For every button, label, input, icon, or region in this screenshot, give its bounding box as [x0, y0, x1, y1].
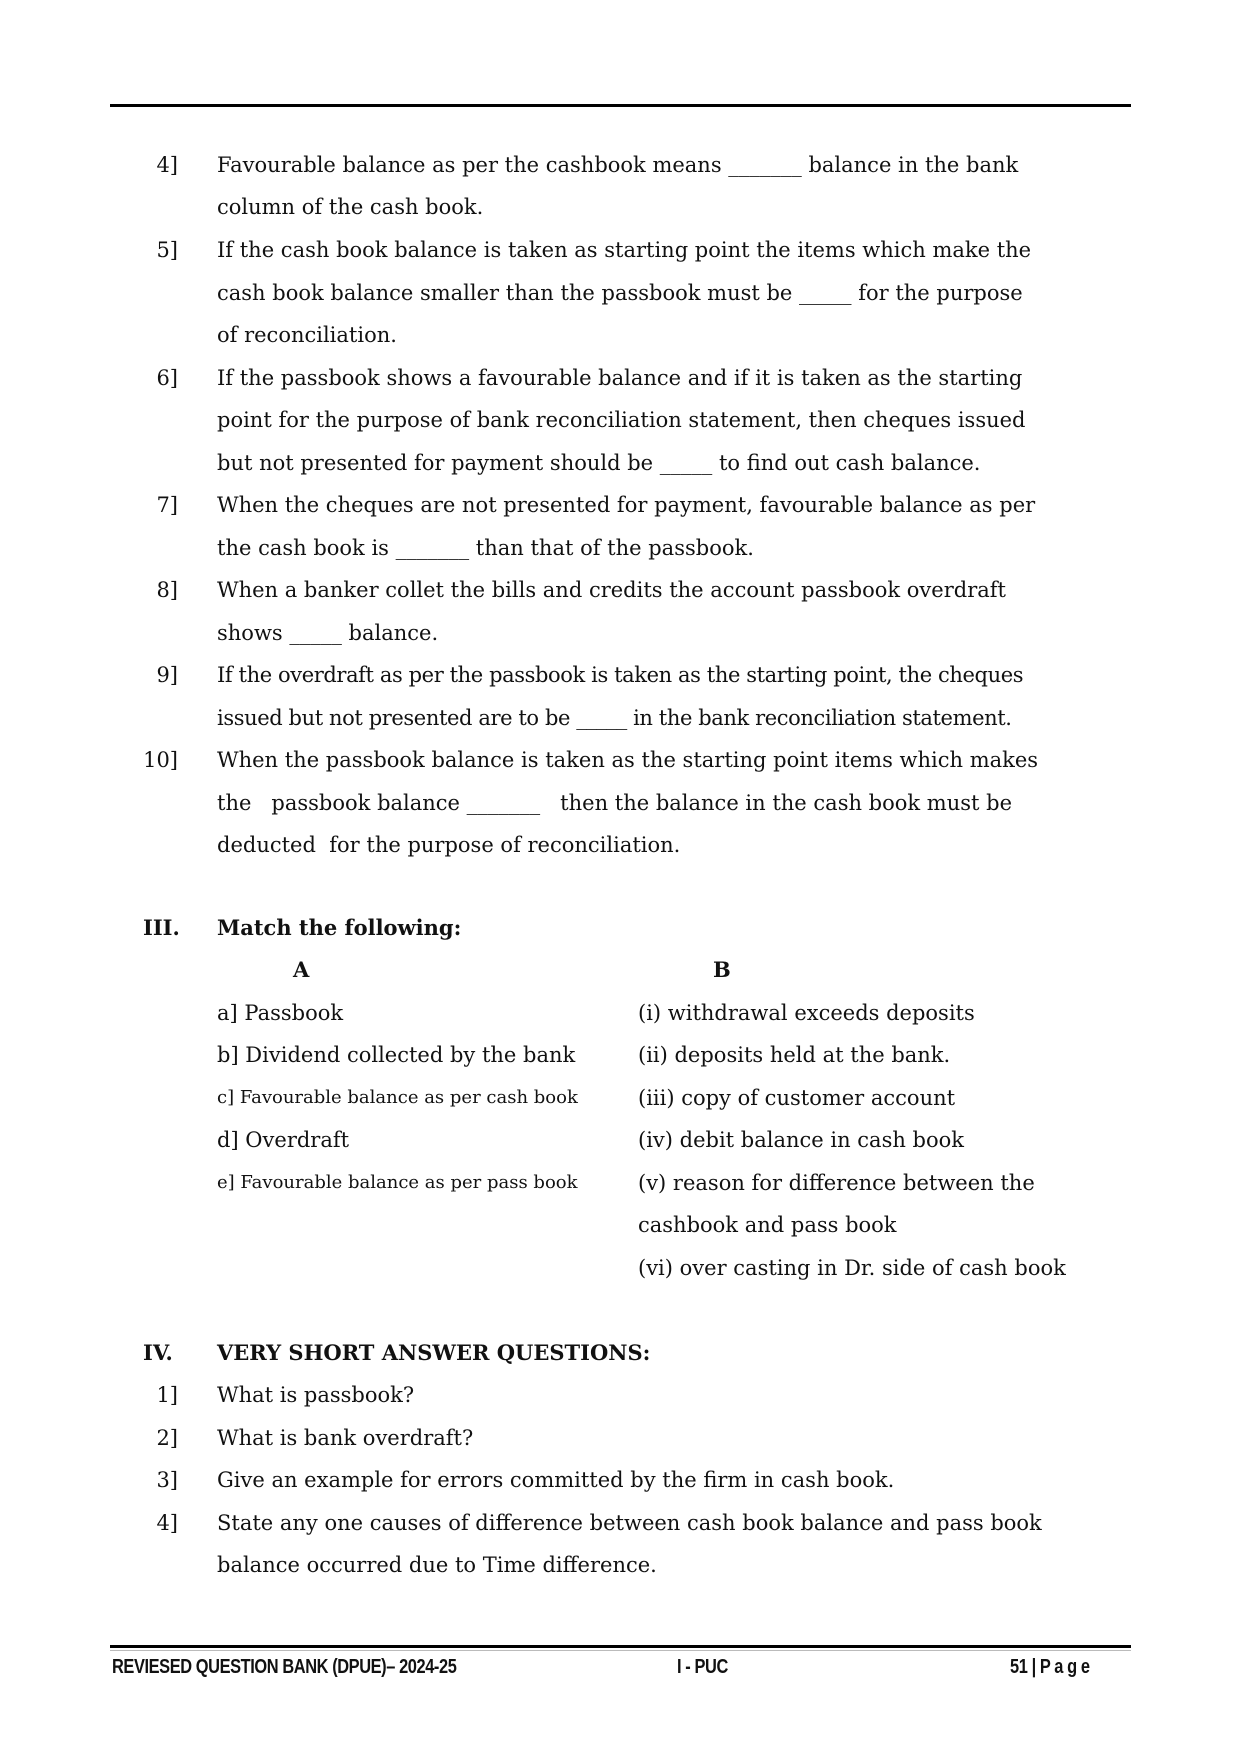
question-text: If the passbook shows a favourable balance and if it is taken as the starting [217, 366, 1023, 390]
section-number: IV. [143, 1340, 173, 1365]
question-number: 3] [156, 1468, 178, 1492]
question-text: column of the cash book. [217, 195, 484, 219]
question-number: 2] [156, 1426, 178, 1450]
column-a-header: A [293, 957, 310, 982]
question-text: State any one causes of difference between cash book balance and pass book [217, 1511, 1042, 1535]
footer-page-number: 51 | P a g e [1010, 1656, 1090, 1678]
section-title: VERY SHORT ANSWER QUESTIONS: [217, 1340, 651, 1365]
match-b-item: (i) withdrawal exceeds deposits [638, 1001, 975, 1025]
match-b-item: (vi) over casting in Dr. side of cash book [638, 1256, 1066, 1280]
header-rule [110, 104, 1131, 107]
question-text: When a banker collet the bills and credits the account passbook overdraft [217, 578, 1006, 602]
match-a-item: a] Passbook [217, 1001, 344, 1025]
question-text: the passbook balance _______ then the balance in the cash book must be [217, 791, 1012, 815]
footer-title: REVIESED QUESTION BANK (DPUE)– 2024-25 [112, 1656, 457, 1678]
question-text: Favourable balance as per the cashbook means _______ balance in the bank [217, 153, 1019, 177]
question-number: 9] [156, 663, 178, 687]
match-a-item: c] Favourable balance as per cash book [217, 1087, 578, 1108]
question-text: shows _____ balance. [217, 621, 439, 645]
question-text: When the cheques are not presented for payment, favourable balance as per [217, 493, 1036, 517]
question-text: What is bank overdraft? [217, 1426, 474, 1450]
question-text: of reconciliation. [217, 323, 397, 347]
question-text: What is passbook? [217, 1383, 415, 1407]
section-title: Match the following: [217, 915, 462, 940]
question-number: 7] [156, 493, 178, 517]
question-text: When the passbook balance is taken as the starting point items which makes [217, 748, 1039, 772]
question-text: issued but not presented are to be _____ in the bank reconciliation statement. [217, 706, 1012, 730]
match-b-item: (iv) debit balance in cash book [638, 1128, 965, 1152]
question-text: but not presented for payment should be _____ to find out cash balance. [217, 451, 981, 475]
question-text: If the cash book balance is taken as starting point the items which make the [217, 238, 1032, 262]
footer-rule-thin [110, 1650, 1131, 1651]
section-number: III. [143, 915, 180, 940]
question-text: the cash book is _______ than that of the passbook. [217, 536, 754, 560]
match-b-item: (v) reason for difference between the [638, 1171, 1035, 1195]
match-a-item: e] Favourable balance as per pass book [217, 1172, 578, 1193]
question-number: 10] [143, 748, 178, 772]
match-b-item: (ii) deposits held at the bank. [638, 1043, 951, 1067]
question-text: Give an example for errors committed by the firm in cash book. [217, 1468, 895, 1492]
question-number: 4] [156, 1511, 178, 1535]
question-number: 4] [156, 153, 178, 177]
footer-rule [110, 1645, 1131, 1648]
question-number: 8] [156, 578, 178, 602]
question-text: If the overdraft as per the passbook is taken as the starting point, the cheques [217, 663, 1024, 687]
question-number: 1] [156, 1383, 178, 1407]
question-number: 6] [156, 366, 178, 390]
question-text: point for the purpose of bank reconciliation statement, then cheques issued [217, 408, 1026, 432]
question-number: 5] [156, 238, 178, 262]
question-text: balance occurred due to Time difference. [217, 1553, 657, 1577]
column-b-header: B [713, 957, 731, 982]
question-text: cash book balance smaller than the passbook must be _____ for the purpose [217, 281, 1023, 305]
question-text: deducted for the purpose of reconciliation. [217, 833, 681, 857]
match-b-item: (iii) copy of customer account [638, 1086, 956, 1110]
footer-class: I - PUC [677, 1656, 728, 1678]
match-b-item: cashbook and pass book [638, 1213, 897, 1237]
match-a-item: b] Dividend collected by the bank [217, 1043, 576, 1067]
match-a-item: d] Overdraft [217, 1128, 350, 1152]
